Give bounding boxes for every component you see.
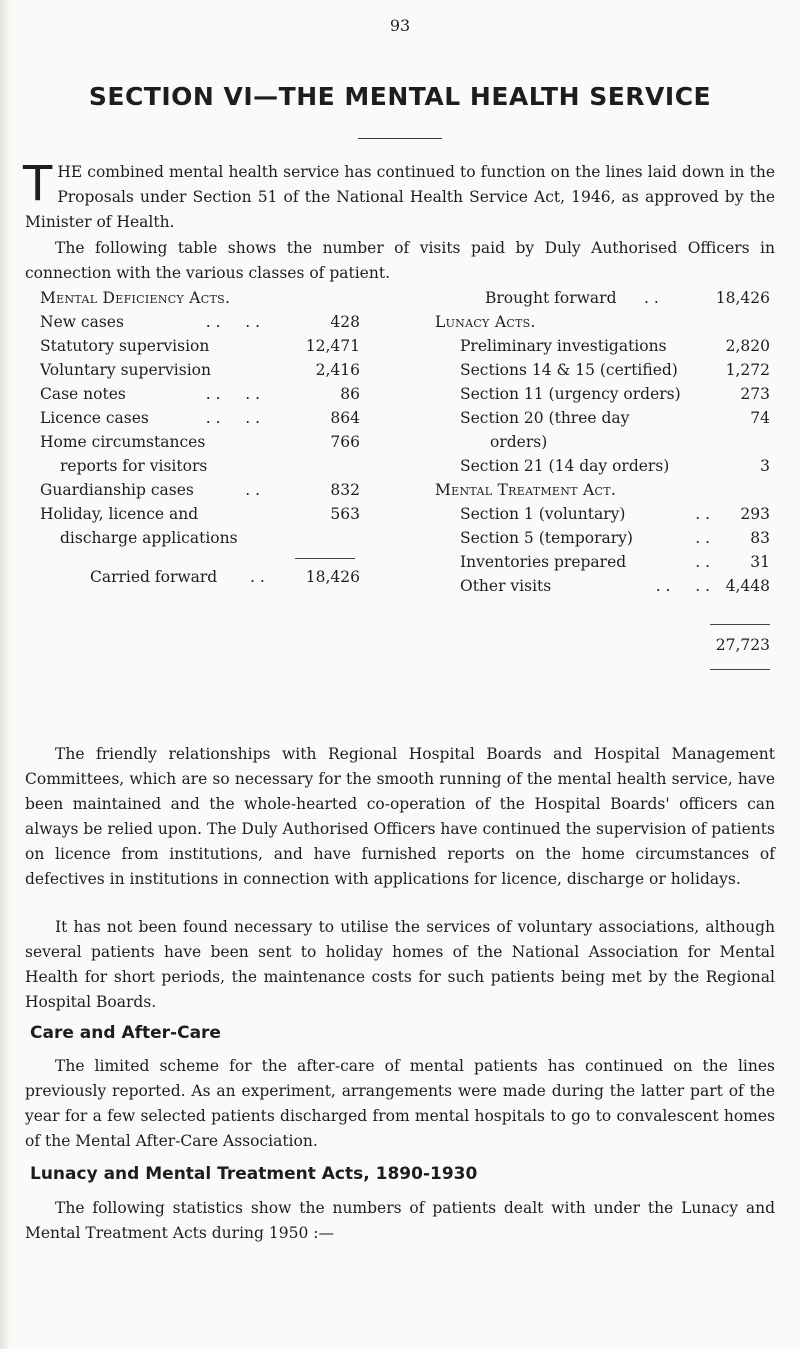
carried-forward-rule <box>295 558 355 559</box>
row-value: 86 <box>340 385 360 403</box>
row-leader: . . . . <box>205 313 260 331</box>
lunacy-statistics-paragraph <box>25 1196 775 1246</box>
row-leader: . . . . <box>655 577 710 595</box>
row-leader: . . <box>695 553 710 571</box>
brought-forward-value: 18,426 <box>715 289 770 307</box>
row-label: Section 1 (voluntary) <box>460 505 626 523</box>
relationships-text: The friendly relationships with Regional Hospital Boards and Hospital Management Committees, which are so necessary for the smooth running of the mental health service, have been maintained and the whole-hearted co-operation of the Hospital Boards' officers can always be relied upon. The Duly Authorised Officers have continued the supervision of patients on licence from institutions, and have furnished reports on the home circumstances of defectives in institutions in connection with applications for licence, discharge or holidays. <box>25 745 775 888</box>
grand-total-row <box>410 633 770 657</box>
mental-treatment-rows <box>410 502 770 598</box>
table-intro-text: The following table shows the number of visits paid by Duly Authorised Officers in connection with the various classes of patient. <box>25 239 775 282</box>
table-row <box>410 574 770 598</box>
grand-total-underline <box>710 669 770 670</box>
row-label: New cases <box>40 313 124 331</box>
row-label: Other visits <box>460 577 552 595</box>
mental-deficiency-table <box>40 286 370 589</box>
table-row <box>410 430 770 454</box>
carried-forward-row <box>40 565 370 589</box>
aftercare-heading: Care and After-Care <box>30 1023 221 1043</box>
grand-total-value: 27,723 <box>715 636 770 654</box>
row-label: Home circumstances <box>40 433 206 451</box>
row-value: 273 <box>740 385 770 403</box>
row-value: 2,416 <box>315 361 360 379</box>
row-value: 12,471 <box>305 337 360 355</box>
row-leader: . . . . <box>205 385 260 403</box>
lunacy-rows <box>410 334 770 478</box>
voluntary-text: It has not been found necessary to utilise the services of voluntary associations, although several patients have been sent to holiday homes of the National Association for Mental Health for short periods, the maintenance costs for such patients being met by the Regional Hospital Boards. <box>25 918 775 1011</box>
row-leader: . . <box>695 529 710 547</box>
table-row <box>410 358 770 382</box>
table-row <box>40 502 370 526</box>
row-label: Guardianship cases <box>40 481 194 499</box>
table-intro-paragraph <box>25 236 775 286</box>
row-value: 293 <box>740 505 770 523</box>
row-label: Section 21 (14 day orders) <box>460 457 670 475</box>
row-label: Preliminary investigations <box>460 337 667 355</box>
table-row <box>40 526 370 550</box>
brought-forward-leader: . . <box>644 289 659 307</box>
table-row <box>410 382 770 406</box>
row-label: reports for visitors <box>60 457 208 475</box>
row-label: orders) <box>490 433 548 451</box>
lunacy-acts-section-heading: Lunacy and Mental Treatment Acts, 1890-1930 <box>30 1164 478 1184</box>
aftercare-text: The limited scheme for the after-care of mental patients has continued on the lines previously reported. As an experiment, arrangements were made during the latter part of the year for a few selected patients discharged from mental hospitals to go to convalescent homes of the Mental After-Care Association. <box>25 1057 775 1150</box>
row-label: Section 5 (temporary) <box>460 529 633 547</box>
row-label: Licence cases <box>40 409 149 427</box>
table-row <box>410 502 770 526</box>
row-value: 4,448 <box>725 577 770 595</box>
brought-forward-label: Brought forward <box>485 289 617 307</box>
table-row <box>410 334 770 358</box>
table-row <box>40 310 370 334</box>
table-row <box>40 334 370 358</box>
row-label: Statutory supervision <box>40 337 210 355</box>
title-rule <box>358 138 442 139</box>
intro-text: HE combined mental health service has continued to function on the lines laid down in the Proposals under Section 51 of the National Health Service Act, 1946, as approved by the Minister of Health. <box>25 163 775 231</box>
row-leader: . . <box>245 481 260 499</box>
row-label: Sections 14 & 15 (certified) <box>460 361 678 379</box>
lunacy-acts-heading: Lunacy Acts. <box>435 313 536 331</box>
table-row <box>40 430 370 454</box>
carried-forward-label: Carried forward <box>90 568 218 586</box>
row-value: 832 <box>330 481 360 499</box>
table-row <box>40 478 370 502</box>
voluntary-paragraph <box>25 915 775 1015</box>
row-label: Inventories prepared <box>460 553 627 571</box>
row-value: 563 <box>330 505 360 523</box>
row-value: 1,272 <box>725 361 770 379</box>
section-title: SECTION VI—THE MENTAL HEALTH SERVICE <box>88 82 712 111</box>
lunacy-table <box>410 286 770 670</box>
table-row <box>40 406 370 430</box>
row-value: 3 <box>760 457 770 475</box>
row-value: 428 <box>330 313 360 331</box>
mental-treatment-heading: Mental Treatment Act. <box>435 481 617 499</box>
table-row <box>410 550 770 574</box>
row-label: Holiday, licence and <box>40 505 199 523</box>
aftercare-paragraph <box>25 1054 775 1154</box>
carried-forward-leader: . . <box>250 568 265 586</box>
table-row <box>410 406 770 430</box>
page-number: 93 <box>389 16 411 35</box>
lunacy-statistics-text: The following statistics show the numbers of patients dealt with under the Lunacy and Mental Treatment Acts during 1950 :— <box>25 1199 775 1242</box>
row-leader: . . <box>695 505 710 523</box>
row-value: 766 <box>330 433 360 451</box>
row-value: 864 <box>330 409 360 427</box>
intro-paragraph <box>23 156 775 235</box>
grand-total-rule <box>710 624 770 625</box>
relationships-paragraph <box>25 742 775 892</box>
row-value: 74 <box>750 409 770 427</box>
table-row <box>40 454 370 478</box>
row-label: discharge applications <box>60 529 238 547</box>
row-label: Voluntary supervision <box>40 361 211 379</box>
table-row <box>410 526 770 550</box>
mental-deficiency-rows <box>40 310 370 550</box>
brought-forward-row <box>410 286 770 310</box>
row-label: Section 11 (urgency orders) <box>460 385 681 403</box>
carried-forward-value: 18,426 <box>305 568 360 586</box>
row-label: Section 20 (three day <box>460 409 630 427</box>
row-value: 2,820 <box>725 337 770 355</box>
row-value: 31 <box>750 553 770 571</box>
table-row <box>410 454 770 478</box>
page-edge-shadow <box>0 0 10 1349</box>
table-row <box>40 358 370 382</box>
table-row <box>40 382 370 406</box>
row-leader: . . . . <box>205 409 260 427</box>
row-label: Case notes <box>40 385 126 403</box>
drop-cap: T <box>23 156 53 212</box>
mental-deficiency-heading: Mental Deficiency Acts. <box>40 289 231 307</box>
row-value: 83 <box>750 529 770 547</box>
